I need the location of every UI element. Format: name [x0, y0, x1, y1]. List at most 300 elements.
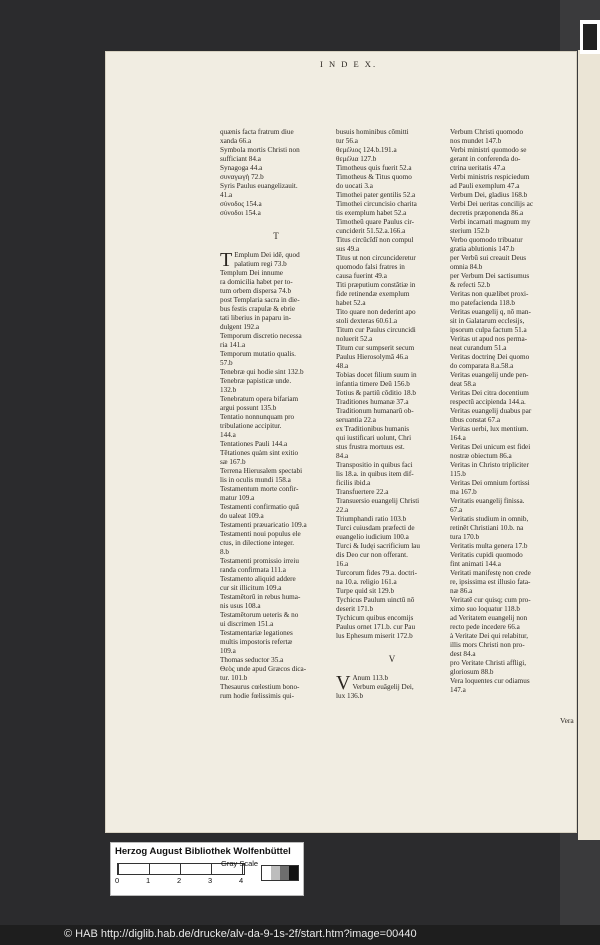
index-entry	[220, 182, 332, 191]
index-entry-text: deat 58.a	[450, 380, 476, 388]
index-entry	[220, 530, 332, 539]
index-entry-text: infantia timere Deū 156.b	[336, 380, 410, 388]
index-entry	[220, 665, 332, 674]
index-entry-text: Titus ut non circuncideretur	[336, 254, 416, 262]
index-entry	[336, 209, 448, 218]
ruler-tick	[211, 864, 212, 874]
index-entry	[450, 416, 562, 425]
ruler-number: 4	[239, 876, 244, 885]
index-entry-text: tribulatione accipitur.	[220, 422, 282, 430]
index-entry	[220, 287, 332, 296]
index-entry	[220, 602, 332, 611]
index-entry	[336, 524, 448, 533]
index-entry-text: ipsorum culpa factum 51.a	[450, 326, 527, 334]
footer-bar	[0, 925, 600, 945]
drop-cap: V	[336, 672, 351, 694]
index-entry	[220, 128, 332, 137]
index-entry	[450, 263, 562, 272]
index-entry-text: dulgent 192.a	[220, 323, 260, 331]
index-entry-text: post Templaria sacra in die-	[220, 296, 300, 304]
index-entry	[450, 236, 562, 245]
index-entry	[450, 569, 562, 578]
index-entry	[450, 227, 562, 236]
index-entry-text: lis in oculis mundi 158.a	[220, 476, 291, 484]
index-entry	[220, 449, 332, 458]
index-entry-text: gloriosum 88.b	[450, 668, 494, 676]
index-entry-text: dest 84.a	[450, 650, 476, 658]
index-entry	[450, 515, 562, 524]
index-entry	[220, 413, 332, 422]
index-entry	[336, 353, 448, 362]
index-entry	[220, 647, 332, 656]
index-entry-text: ad Pauli exemplum 47.a	[450, 182, 520, 190]
index-entry-text: Veritas doctrinę Dei quomo	[450, 353, 530, 361]
index-entry-text: habet 52.a	[336, 299, 366, 307]
index-entry	[450, 398, 562, 407]
index-entry-text: Transuersio euangelij Christi	[336, 497, 420, 505]
index-entry-text: na 10.a. religio 161.a	[336, 578, 397, 586]
index-entry	[336, 398, 448, 407]
index-entry-text: ria 141.a	[220, 341, 246, 349]
index-entry	[336, 542, 448, 551]
index-entry	[220, 323, 332, 332]
index-entry	[336, 182, 448, 191]
index-entry	[220, 566, 332, 575]
index-entry	[450, 641, 562, 650]
index-entry-text: 67.a	[450, 506, 463, 514]
index-entry-text: & refecti 52.b	[450, 281, 491, 289]
index-entry	[336, 683, 448, 692]
index-entry	[450, 218, 562, 227]
index-entry-text: Titus circūcīdī non compul	[336, 236, 414, 244]
index-entry	[336, 317, 448, 326]
index-entry-text: Timothei circuncisio charita	[336, 200, 417, 208]
index-entry-text: Timothei pater gentilis 52.a	[336, 191, 416, 199]
index-entry-text: do ualeat 109.a	[220, 512, 264, 520]
index-entry	[336, 191, 448, 200]
facing-page-edge	[578, 50, 600, 840]
index-entry	[336, 416, 448, 425]
index-entry-text: Turcorum fides 79.a. doctri-	[336, 569, 417, 577]
index-entry-text: ctrina ueritatis 47.a	[450, 164, 506, 172]
index-entry	[450, 443, 562, 452]
index-entry	[450, 281, 562, 290]
index-entry	[450, 335, 562, 344]
index-entry-text: 132.b	[220, 386, 237, 394]
index-entry	[336, 362, 448, 371]
index-entry	[220, 332, 332, 341]
index-entry-text: matur 109.a	[220, 494, 255, 502]
index-entry	[336, 227, 448, 236]
index-entry	[336, 623, 448, 632]
index-entry-text: cur sit illicitum 109.a	[220, 584, 282, 592]
ruler-tick	[118, 864, 119, 874]
index-entry	[450, 470, 562, 479]
index-entry-text: re, ipsissima est illusio fata-	[450, 578, 531, 586]
index-entry-text: fint animati 144.a	[450, 560, 501, 568]
index-entry-text: Veritas euangelij unde pen-	[450, 371, 529, 379]
index-entry-text: Testamētorū in rebus huma-	[220, 593, 301, 601]
index-entry-text: xanda 66.a	[220, 137, 252, 145]
index-entry-text: 8.b	[220, 548, 229, 556]
index-entry-text: seruantia 22.a	[336, 416, 376, 424]
index-entry-text: respectū accipienda 144.a.	[450, 398, 526, 406]
index-entry	[220, 656, 332, 665]
index-entry-text: Paulus Hierosolymā 46.a	[336, 353, 409, 361]
index-entry-text: Veritatis studium in omnib,	[450, 515, 529, 523]
index-entry	[450, 173, 562, 182]
index-entry	[220, 629, 332, 638]
index-entry	[220, 377, 332, 386]
index-entry	[450, 182, 562, 191]
index-entry	[220, 422, 332, 431]
index-entry-text: Terrena Hierusalem spectabi	[220, 467, 303, 475]
index-entry	[450, 488, 562, 497]
index-entry-text: euangelio iudicium 100.a	[336, 533, 409, 541]
index-entry-text: Tenebratum opera bifariam	[220, 395, 299, 403]
index-entry-text: do comparata 8.a.58.a	[450, 362, 514, 370]
index-entry-text: busuis hominibus cōmitti	[336, 128, 409, 136]
index-entry	[336, 569, 448, 578]
index-entry	[220, 575, 332, 584]
index-entry-text: quomodo falsi fratres in	[336, 263, 405, 271]
index-entry	[450, 461, 562, 470]
index-entry	[336, 425, 448, 434]
index-entry-text: ra domicilia habet per to-	[220, 278, 293, 286]
index-entry-text: quænis facta fratrum diue	[220, 128, 294, 136]
index-entry-text: Temporum discretio necessa	[220, 332, 302, 340]
index-entry-text: Testamētorum ueteris & no	[220, 611, 299, 619]
index-entry	[450, 209, 562, 218]
index-entry	[220, 494, 332, 503]
copyright-url[interactable]: © HAB http://diglib.hab.de/drucke/alv-da-9-1s-2f/start.htm?image=00440	[64, 928, 417, 940]
index-entry-text: Θεὸς unde apud Græcos dica-	[220, 665, 307, 673]
index-entry	[450, 614, 562, 623]
index-entry	[220, 584, 332, 593]
index-entry	[450, 254, 562, 263]
index-entry	[336, 551, 448, 560]
index-entry	[450, 245, 562, 254]
index-entry-text: tis exemplum habet 52.a	[336, 209, 407, 217]
index-entry	[450, 362, 562, 371]
index-entry	[336, 236, 448, 245]
index-entry-text: cunciderit 51.52.a.166.a	[336, 227, 406, 235]
index-entry	[220, 674, 332, 683]
gray-scale-label: Gray Scale	[221, 859, 259, 868]
index-entry	[220, 305, 332, 314]
index-entry	[336, 587, 448, 596]
index-entry	[450, 605, 562, 614]
index-entry-text: 16.a	[336, 560, 349, 568]
index-entry-text: illis mors Christi non pro-	[450, 641, 525, 649]
index-entry-text: Verbi ministris respiciedum	[450, 173, 530, 181]
index-entry	[220, 155, 332, 164]
index-entry-text: Verbi incarnati magnum my	[450, 218, 531, 226]
catchword: Vera	[560, 716, 574, 725]
index-entry	[220, 503, 332, 512]
index-entry	[450, 425, 562, 434]
index-entry-text: sterium 152.b	[450, 227, 490, 235]
index-entry-text: Paulus ornet 171.b. cur Pau	[336, 623, 416, 631]
index-entry-text: Turci cuiusdam præfecti de	[336, 524, 415, 532]
index-entry-text: Veritatis multa genera 17.b	[450, 542, 528, 550]
index-entry-text: Traditiones humanæ 37.a	[336, 398, 409, 406]
index-entry	[336, 407, 448, 416]
page-header: I N D E X.	[320, 59, 378, 69]
index-entry-text: dis Deo cur non offerant.	[336, 551, 408, 559]
index-entry	[450, 290, 562, 299]
index-entry	[220, 260, 332, 269]
index-entry-text: rum hodie fœlissimis qui-	[220, 692, 295, 700]
index-entry	[336, 470, 448, 479]
index-entry	[220, 440, 332, 449]
section-letter-v: V	[388, 654, 396, 664]
index-entry	[450, 308, 562, 317]
index-entry-text: Veritati manifestę non crede	[450, 569, 531, 577]
index-entry-text: sus 49.a	[336, 245, 360, 253]
index-entry	[336, 479, 448, 488]
index-entry-text: nostræ obiectum 86.a	[450, 452, 512, 460]
index-entry-text: stoli dexteras 60.61.a	[336, 317, 398, 325]
index-entry-text: tati liberius in paparu in-	[220, 314, 292, 322]
index-entry-text: Verbo quomodo tribuatur	[450, 236, 523, 244]
index-entry-text: Verbi ministri quomodo se	[450, 146, 527, 154]
library-color-card	[110, 842, 304, 896]
index-entry	[336, 614, 448, 623]
index-entry-text: qui iustificari uolunt, Chri	[336, 434, 412, 442]
index-entry	[336, 596, 448, 605]
index-entry	[450, 587, 562, 596]
index-entry	[450, 578, 562, 587]
index-entry-text: Veritas Dei citra docentium	[450, 389, 529, 397]
index-entry	[450, 164, 562, 173]
index-entry	[220, 458, 332, 467]
index-entry	[336, 560, 448, 569]
index-entry	[220, 557, 332, 566]
ruler-tick	[149, 864, 150, 874]
index-entry-text: Verbi Dei ueritas concilijs ac	[450, 200, 534, 208]
index-entry-text: multis impostoris refertæ	[220, 638, 293, 646]
index-entry	[336, 299, 448, 308]
index-entry-text: per Verbum Dei sactisumus	[450, 272, 530, 280]
index-entry	[450, 677, 562, 686]
ruler-number: 2	[177, 876, 182, 885]
index-entry-text: Testamenti præuaricatio 109.a	[220, 521, 307, 529]
index-entry	[336, 461, 448, 470]
index-entry-text: sufficiant 84.a	[220, 155, 261, 163]
index-entry-text: lis 18.a. in quibus item dif-	[336, 470, 414, 478]
index-entry	[220, 359, 332, 368]
index-entry	[450, 650, 562, 659]
index-entry	[336, 281, 448, 290]
index-entry-text: Verbum Dei, gladius 168.b	[450, 191, 528, 199]
index-entry-text: tibus constat 67.a	[450, 416, 501, 424]
index-entry-text: Tenebræ papisticæ unde.	[220, 377, 292, 385]
index-entry-text: Tobias docet filium suum in	[336, 371, 417, 379]
index-entry-text: tur 56.a	[336, 137, 358, 145]
index-entry	[450, 497, 562, 506]
index-entry-text: lux 136.b	[336, 692, 364, 700]
index-entry-text: à Veritate Dei qui relabitur,	[450, 632, 529, 640]
index-entry-text: tum orbem dispersa 74.b	[220, 287, 292, 295]
ruler-number: 0	[115, 876, 120, 885]
index-entry-text: ximo suo loquatur 118.b	[450, 605, 521, 613]
index-entry	[220, 683, 332, 692]
index-entry-text: per Verbū sui creauit Deus	[450, 254, 527, 262]
index-column-2	[336, 128, 448, 701]
index-entry-text: tur. 101.b	[220, 674, 248, 682]
index-entry-text: Traditionum humanarū ob-	[336, 407, 414, 415]
index-entry	[220, 368, 332, 377]
index-entry	[220, 467, 332, 476]
index-entry-text: retinēt Christiani 10.b. na	[450, 524, 524, 532]
index-entry	[450, 371, 562, 380]
index-entry	[220, 200, 332, 209]
index-entry-text: Titum cur Paulus circuncidi	[336, 326, 416, 334]
index-entry	[450, 146, 562, 155]
index-entry	[220, 521, 332, 530]
index-entry-text: Veritas euangelij q, nō man-	[450, 308, 531, 316]
ruler-number: 3	[208, 876, 213, 885]
index-column-1	[220, 128, 332, 701]
index-entry	[450, 659, 562, 668]
index-entry	[220, 296, 332, 305]
index-entry	[336, 692, 448, 701]
index-entry-text: 22.a	[336, 506, 349, 514]
index-entry-text: 109.a	[220, 647, 236, 655]
index-entry	[336, 506, 448, 515]
index-entry-text: Tenebræ qui hodie sint 132.b	[220, 368, 304, 376]
index-entry-text: Verbum euāgelij Dei,	[352, 683, 414, 691]
index-entry-text: Veritas ut apud nos perma-	[450, 335, 528, 343]
index-entry	[336, 218, 448, 227]
index-entry-text: Temporum mutatio qualis.	[220, 350, 296, 358]
scan-marker	[580, 20, 600, 54]
index-entry-text: sæ 167.b	[220, 458, 246, 466]
index-entry-text: randa confirmata 111.a	[220, 566, 286, 574]
index-entry-text: Transpositio in quibus faci	[336, 461, 413, 469]
index-entry	[450, 137, 562, 146]
index-entry-text: mo patefacienda 118.b	[450, 299, 515, 307]
index-entry-text: ui discrimen 151.a	[220, 620, 274, 628]
index-entry	[336, 371, 448, 380]
index-entry	[220, 476, 332, 485]
index-entry-text: 144.a	[220, 431, 236, 439]
index-entry-text: bus festis crapulæ & ebrie	[220, 305, 296, 313]
index-entry	[220, 164, 332, 173]
index-entry-text: Testamenti noui populus ele	[220, 530, 301, 538]
index-entry	[220, 593, 332, 602]
index-entry-text: Tētationes quàm sint exitio	[220, 449, 299, 457]
index-entry-text: Triumphandi ratio 103.b	[336, 515, 407, 523]
index-entry	[220, 173, 332, 182]
index-entry-text: nos mundet 147.b	[450, 137, 502, 145]
index-entry-text: Tychicus Paulum uinctū nō	[336, 596, 415, 604]
index-entry	[220, 350, 332, 359]
index-entry-text: recto pede incedere 66.a	[450, 623, 520, 631]
index-entry-text: Symbola mortis Christi non	[220, 146, 300, 154]
index-entry-text: Tychicum quibus encomijs	[336, 614, 414, 622]
index-entry	[220, 638, 332, 647]
index-entry-text: 147.a	[450, 686, 466, 694]
index-entry-text: decretis præponenda 86.a	[450, 209, 524, 217]
index-entry	[336, 389, 448, 398]
index-entry-text: tura 170.b	[450, 533, 480, 541]
index-entry-text: Timotheus quis fuerit 52.a	[336, 164, 412, 172]
index-entry	[450, 686, 562, 695]
index-entry	[220, 314, 332, 323]
index-entry	[336, 272, 448, 281]
index-entry	[220, 548, 332, 557]
index-entry	[220, 512, 332, 521]
index-entry	[450, 542, 562, 551]
index-entry	[450, 317, 562, 326]
index-entry-text: Titi præputium constātiæ in	[336, 281, 416, 289]
index-column-3	[450, 128, 562, 695]
index-entry-text: Turpe quid sit 129.b	[336, 587, 395, 595]
index-entry	[336, 308, 448, 317]
index-entry-text: Veritatis cupidi quomodo	[450, 551, 523, 559]
index-entry-text: θεμέλιος 124.b.191.a	[336, 146, 397, 154]
index-entry	[336, 200, 448, 209]
index-entry	[336, 263, 448, 272]
index-entry-text: Veritas Dei omnium fortissi	[450, 479, 530, 487]
index-entry	[220, 386, 332, 395]
index-entry	[336, 452, 448, 461]
index-entry-text: Templum Dei innume	[220, 269, 283, 277]
index-entry-text: Totius & partiū cōditio 18.b	[336, 389, 416, 397]
index-entry	[336, 578, 448, 587]
index-entry	[220, 431, 332, 440]
index-entry-text: palatium regi 73.b	[234, 260, 287, 268]
index-entry	[336, 245, 448, 254]
index-entry	[336, 605, 448, 614]
index-entry-text: deserit 171.b	[336, 605, 374, 613]
index-entry-text: omnia 84.b	[450, 263, 483, 271]
index-entry-text: 57.b	[220, 359, 233, 367]
drop-cap: T	[220, 249, 233, 271]
index-entry	[220, 620, 332, 629]
index-entry	[450, 353, 562, 362]
index-entry	[450, 128, 562, 137]
index-entry	[450, 191, 562, 200]
index-entry	[336, 380, 448, 389]
index-entry	[450, 668, 562, 677]
index-entry	[450, 560, 562, 569]
index-entry-text: Timotheū quare Paulus cir-	[336, 218, 415, 226]
index-entry-text: Turci & Iudęi sacrificium lau	[336, 542, 420, 550]
index-entry-text: Synagoga 44.a	[220, 164, 263, 172]
index-entry-text: Testamento aliquid addere	[220, 575, 296, 583]
index-entry	[336, 326, 448, 335]
index-entry	[450, 596, 562, 605]
index-entry	[336, 146, 448, 155]
index-entry-text: Veritas in Christo tripliciter	[450, 461, 529, 469]
index-entry-text: Thomas seductor 35.a	[220, 656, 284, 664]
index-entry	[450, 344, 562, 353]
index-entry	[450, 533, 562, 542]
index-entry	[336, 488, 448, 497]
index-entry-text: fide retinendæ exemplum	[336, 290, 410, 298]
index-entry	[336, 290, 448, 299]
index-entry	[450, 434, 562, 443]
index-entry	[336, 137, 448, 146]
index-entry	[220, 191, 332, 200]
index-entry-text: Testamentum morte confir-	[220, 485, 299, 493]
index-entry	[220, 146, 332, 155]
index-entry	[336, 533, 448, 542]
index-entry	[220, 395, 332, 404]
